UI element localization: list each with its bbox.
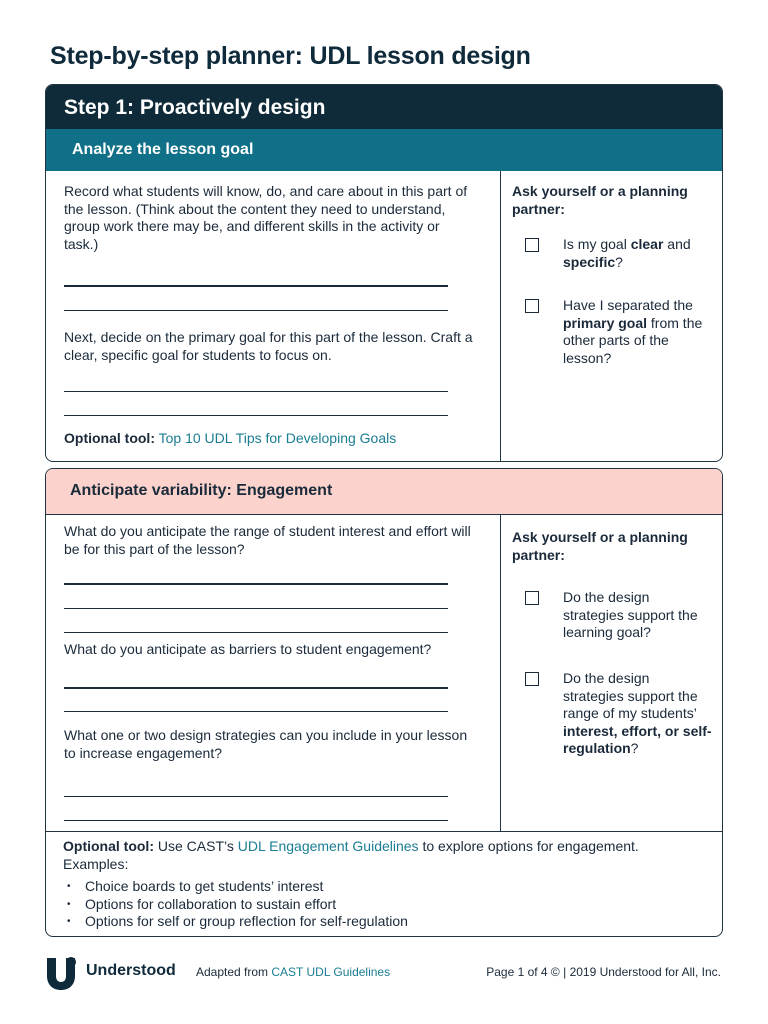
section-title-engagement: Anticipate variability: Engagement — [46, 469, 722, 515]
answer-line[interactable] — [64, 796, 448, 797]
understood-logo-icon — [44, 956, 78, 990]
engagement-prompt-1: What do you anticipate the range of student interest and effort will be for this part of the lesson? — [64, 523, 471, 557]
optional-tool-label: Optional tool: — [64, 430, 155, 446]
step-header: Step 1: Proactively design — [46, 85, 722, 129]
cast-guidelines-link[interactable]: CAST UDL Guidelines — [271, 965, 391, 979]
answer-line[interactable] — [64, 632, 448, 633]
answer-line[interactable] — [64, 310, 448, 311]
ask-yourself-heading: Ask yourself or a planning partner: — [512, 529, 688, 563]
engagement-left-column — [46, 515, 500, 831]
examples-list — [63, 878, 722, 931]
answer-line[interactable] — [64, 608, 448, 609]
engagement-prompt-3: What one or two design strategies can you include in your lesson to increase engagement? — [64, 727, 468, 761]
answer-line[interactable] — [64, 711, 448, 712]
list-item: • Options for collaboration to sustain effort — [63, 896, 722, 914]
section-title-goal: Analyze the lesson goal — [46, 129, 722, 171]
engagement-right-column — [500, 515, 722, 831]
brand-name: Understood — [86, 962, 176, 979]
engagement-prompt-2: What do you anticipate as barriers to student engagement? — [64, 641, 432, 657]
adapted-from: Adapted from CAST UDL Guidelines — [196, 965, 391, 979]
answer-line[interactable] — [64, 391, 448, 392]
checkbox[interactable] — [525, 238, 539, 252]
step1-card — [45, 84, 723, 462]
answer-line[interactable] — [64, 687, 448, 689]
list-item: • Options for self or group reflection for self-regulation — [63, 913, 722, 931]
goal-right-column — [500, 171, 722, 461]
engagement-card — [45, 468, 723, 937]
checklist-text: Do the design strategies support the range of my students’ interest, effort, or self-regulation? — [563, 670, 712, 756]
list-item: • Choice boards to get students’ interest — [63, 878, 722, 896]
page-info: Page 1 of 4 © | 2019 Understood for All, Inc. — [486, 965, 721, 979]
engagement-guidelines-link[interactable]: UDL Engagement Guidelines — [237, 838, 419, 854]
examples-label: Examples: — [63, 855, 129, 872]
footer — [0, 952, 768, 992]
goal-prompt-1: Record what students will know, do, and care about in this part of the lesson. (Think about the content they need to understand, group work there may be, and different skills in the activity or task.) — [64, 183, 468, 252]
ask-yourself-heading: Ask yourself or a planning partner: — [512, 183, 688, 217]
page-title: Step-by-step planner: UDL lesson design — [50, 42, 531, 70]
answer-line[interactable] — [64, 820, 448, 821]
answer-line[interactable] — [64, 285, 448, 287]
answer-line[interactable] — [64, 583, 448, 585]
optional-tool — [64, 430, 396, 446]
engagement-optional-tool — [46, 831, 722, 936]
goal-left-column — [46, 171, 500, 461]
checklist-text: Is my goal clear and specific? — [563, 236, 691, 270]
goals-tips-link[interactable]: Top 10 UDL Tips for Developing Goals — [158, 430, 397, 446]
checklist-text: Do the design strategies support the learning goal? — [563, 589, 698, 640]
answer-line[interactable] — [64, 415, 448, 416]
checklist-text: Have I separated the primary goal from the other parts of the lesson? — [563, 297, 703, 366]
optional-tool-text: Optional tool: Use CAST’s UDL Engagement Guidelines to explore options for engagement. — [63, 838, 639, 854]
checkbox[interactable] — [525, 672, 539, 686]
goal-prompt-2: Next, decide on the primary goal for this part of the lesson. Craft a clear, specific goal for students to focus on. — [64, 329, 473, 363]
checkbox[interactable] — [525, 591, 539, 605]
checkbox[interactable] — [525, 299, 539, 313]
